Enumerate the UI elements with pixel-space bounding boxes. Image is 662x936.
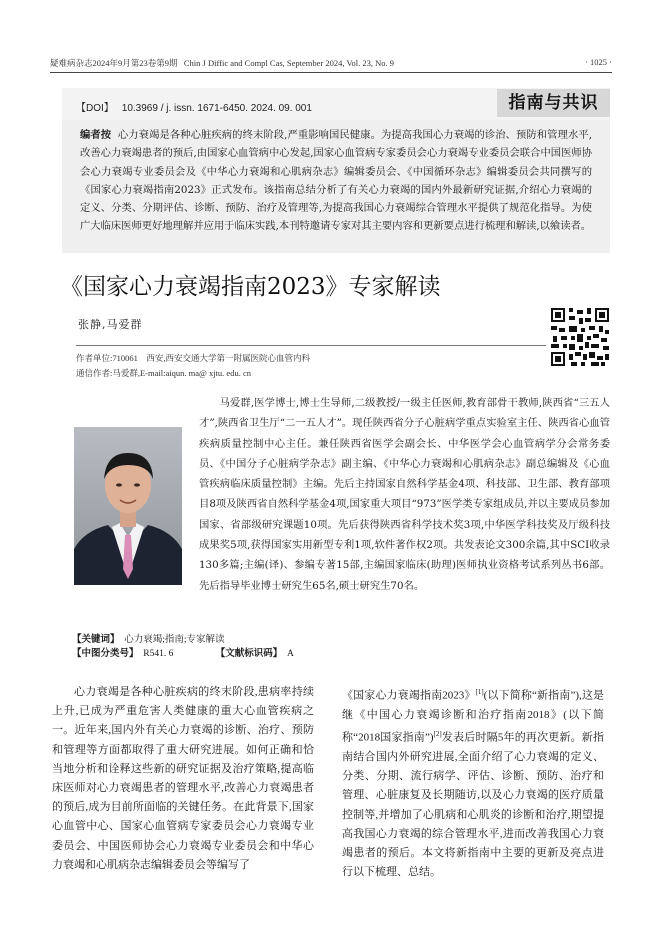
article-title: 《国家心力衰竭指南2023》专家解读 [60, 274, 441, 300]
keywords-label: 【关键词】 [72, 634, 120, 645]
journal-name-cn: 疑难病杂志2024年9月第23卷第9期 [50, 58, 178, 68]
qr-code-icon [551, 308, 609, 366]
doi-value: 10.3969 / j. issn. 1671-6450. 2024. 09. 001 [121, 103, 312, 114]
reference-2: [2] [433, 730, 442, 739]
author-biography: 马爱群,医学博士,博士生导师,二级教授/一级主任医师,教育部骨干教师,陕西省“三五人才”,陕西省卫生厅“二一五人才”。现任陕西省分子心脏病学重点实验室主任、陕西省心血管疾病质量控制中心主任。兼任陕西省医学会副会长、中华医学会心血管病学分会常务委员、《中国分子心脏病学杂志》副主编、《中华心力衰竭和心肌病杂志》副总编辑及《心血管疾病临床质量控制》主编。先后主持国家自然科学基金4项、科技部、卫生部、教育部项目8项及陕西省自然科学基金4项,国家重大项目“973”医学类专家组成员,并以主要成员参加国家、省部级研究课题10项。先后获得陕西省科学技术奖3项,中华医学科技奖及厅级科技成果奖5项,获得国家实用新型专利1项,软件著作权2项。共发表论文300余篇,其中SCI收录130多篇;主编(译)、参编专著15部,主编国家临床(助理)医师执业资格考试系列丛书6部。先后指导毕业博士研究生65名,硕士研究生70名。 [199, 397, 610, 592]
affiliation [76, 351, 310, 381]
corresponding-author: 通信作者:马爱群,E-mail:aiqun. ma@ xjtu. edu. cn [76, 368, 251, 378]
body-text-c: 发表后时隔5年的再次更新。新指南结合国内外研究进展,全面介绍了心力衰竭的定义、分类、分期、流行病学、评估、诊断、预防、治疗和管理、心脏康复及长期随访,以及心力衰竭的医疗质量控制等,并增加了心肌病和心肌炎的诊断和治疗,期望提高我国心力衰竭的综合管理水平,进而改善我国心力衰竭患者的预后。本文将新指南中主要的更新及亮点进行以下梳理、总结。 [342, 731, 604, 879]
editor-note-label: 编者按 [80, 129, 112, 141]
clc-label: 【中图分类号】 [72, 648, 139, 659]
journal-name-en: Chin J Diffic and Compl Cas, September 2024, Vol. 23, No. 9 [183, 58, 395, 68]
editor-note [80, 126, 592, 236]
author-portrait-photo [74, 427, 182, 585]
body-paragraph-left: 心力衰竭是各种心脏疾病的终末阶段,患病率持续上升,已成为严重危害人类健康的重大心血管疾病之一。近年来,国内外有关心力衰竭的诊断、治疗、预防和管理等方面都取得了重大研究进展。如何正确和恰当地分析和诠释这些新的研究证据及治疗策略,提高临床医师对心力衰竭患者的管理水平,改善心力衰竭患者的预后,成为目前所面临的关键任务。在此背景下,国家心血管中心、国家心血管病专家委员会心力衰竭专业委员会、中国医师协会心力衰竭专业委员会和中华心力衰竭和心肌病杂志编辑委员会等编写了 [52, 686, 314, 871]
body-paragraph-right [342, 683, 604, 882]
guideline-name: 《国家心力衰竭指南2023》 [342, 689, 476, 702]
affiliation-divider [76, 345, 546, 346]
clc-value: R541. 6 [143, 649, 174, 659]
section-tag: 指南与共识 [497, 89, 610, 117]
body-text-b: (以下简称“新指南”),这是继《中国心力衰竭诊断和治疗指南2018》(以下简称“2018国家指南”) [342, 689, 605, 744]
body-column-left [52, 683, 314, 875]
editor-note-text: 心力衰竭是各种心脏疾病的终末阶段,严重影响国民健康。为提高我国心力衰竭的诊治、预防和管理水平,改善心力衰竭患者的预后,由国家心血管病中心发起,国家心血管病专家委员会心力衰竭专业委员会联合中国医师协会心力衰竭专业委员会及《中华心力衰竭和心肌病杂志》编辑委员会、《中国循环杂志》编辑委员会共同撰写的《国家心力衰竭指南2023》正式发布。该指南总结分析了有关心力衰竭的国内外最新研究证据,介绍心力衰竭的定义、分类、分期评估、诊断、预防、治疗及管理等,为提高我国心力衰竭综合管理水平提供了规范化指导。为使广大临床医师更好地理解并应用于临床实践,本刊特邀请专家对其主要内容和更新要点进行梳理和解读,以飨读者。 [80, 129, 593, 233]
classification-line [72, 647, 294, 661]
running-header [50, 57, 612, 69]
doi-label: 【DOI】 [76, 103, 114, 114]
keywords-value: 心力衰竭;指南;专家解读 [124, 635, 225, 645]
doc-code-value: A [287, 649, 294, 659]
page-number: · 1025 · [585, 57, 612, 67]
authors: 张静,马爱群 [78, 318, 143, 331]
body-column-right [342, 683, 604, 882]
header-divider [50, 72, 612, 73]
reference-1: [1] [475, 688, 484, 696]
keywords-line [72, 633, 294, 647]
doc-code-label: 【文献标识码】 [215, 648, 283, 659]
article-metadata [72, 633, 294, 661]
doi [76, 99, 312, 114]
author-unit: 作者单位:710061 西安,西安交通大学第一附属医院心血管内科 [76, 353, 310, 363]
